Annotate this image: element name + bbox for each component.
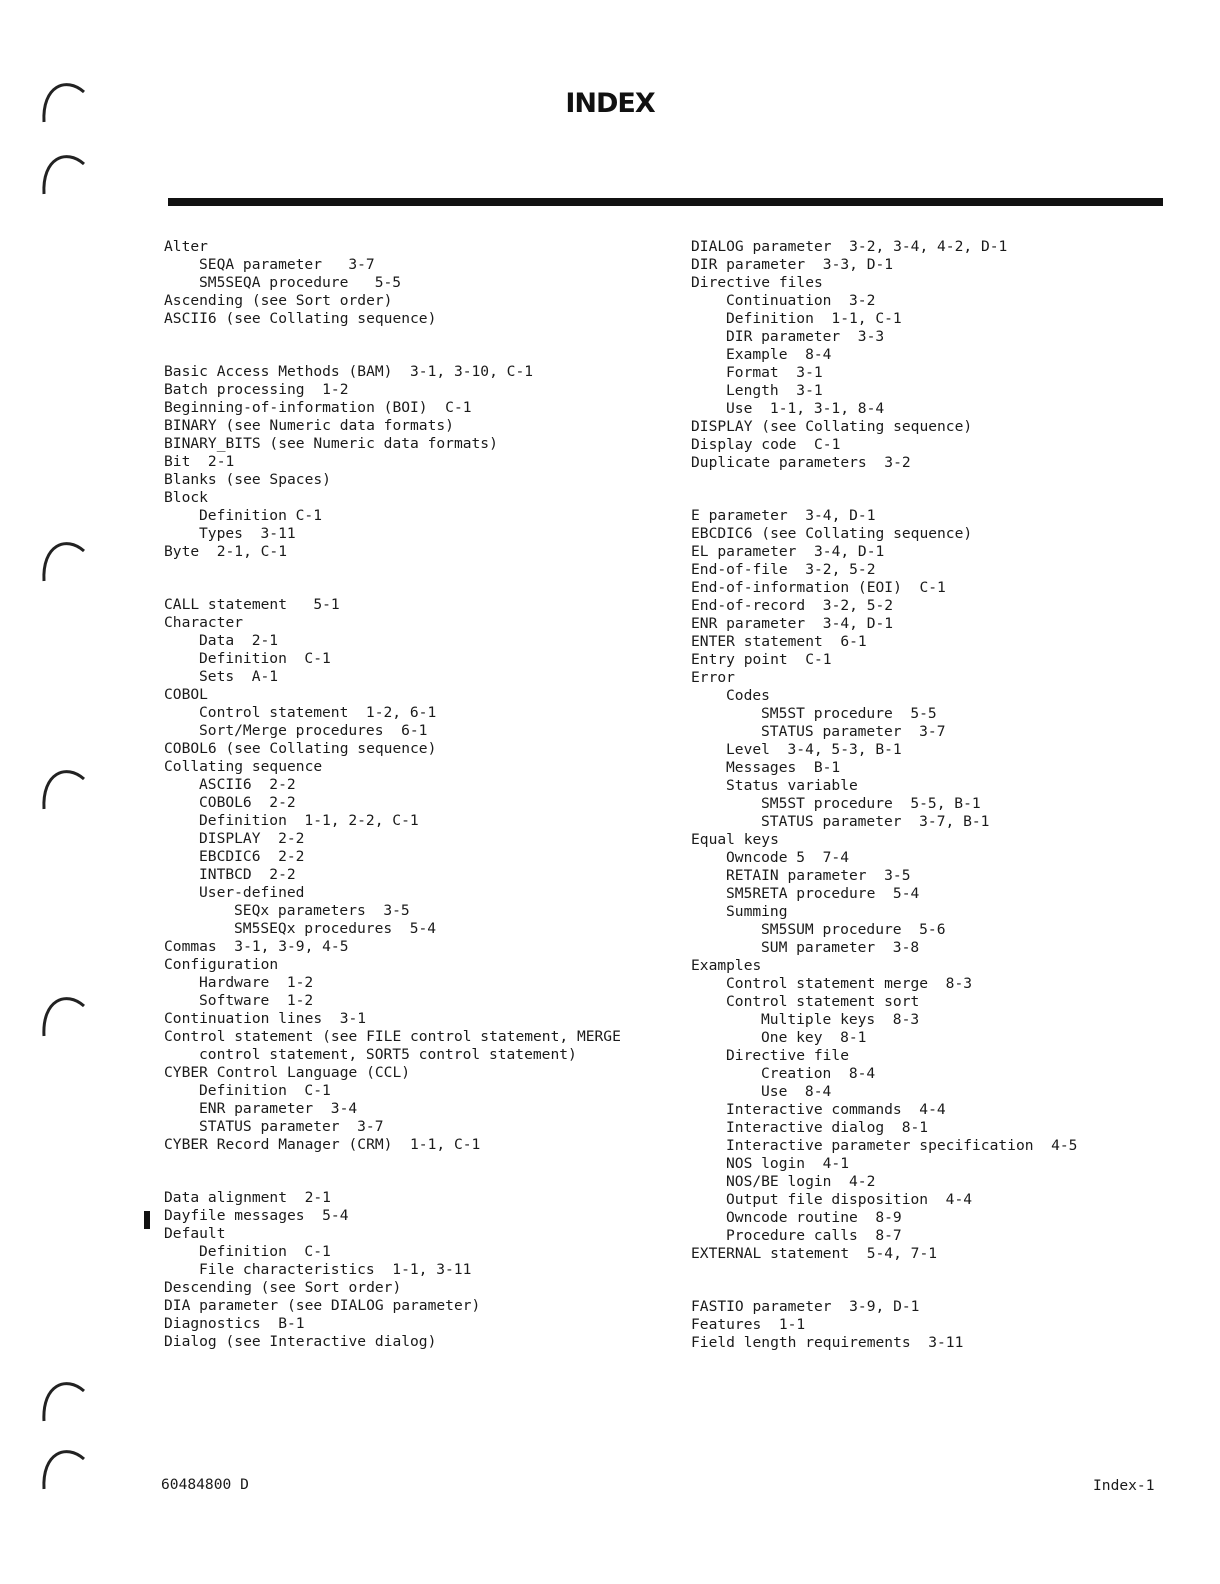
index-entry: Continuation lines 3-1 — [164, 1010, 367, 1027]
index-section-gap — [691, 472, 1161, 507]
index-subentry: User-defined — [199, 884, 305, 901]
document-number: 60484800 D — [161, 1476, 249, 1493]
index-entry: ENTER statement 6-1 — [691, 633, 867, 650]
index-column-right — [691, 238, 1161, 1352]
index-subentry: SEQA parameter 3-7 — [199, 256, 375, 273]
index-subentry: Output file disposition 4-4 — [726, 1191, 973, 1208]
binder-hole-icon — [36, 1377, 86, 1433]
index-subentry: Multiple keys 8-3 — [761, 1011, 920, 1028]
index-entry: Examples — [691, 957, 762, 974]
index-entry: BINARY (see Numeric data formats) — [164, 417, 454, 434]
index-entry: Dayfile messages 5-4 — [164, 1207, 349, 1224]
index-entry: Features 1-1 — [691, 1316, 806, 1333]
index-section-gap — [164, 328, 664, 363]
index-subentry: Use 8-4 — [761, 1083, 832, 1100]
index-entry: ENR parameter 3-4, D-1 — [691, 615, 894, 632]
index-subentry: STATUS parameter 3-7 — [761, 723, 946, 740]
index-entry: E parameter 3-4, D-1 — [691, 507, 876, 524]
index-entry: DISPLAY (see Collating sequence) — [691, 418, 973, 435]
binder-hole-icon — [36, 992, 86, 1048]
index-subentry: NOS/BE login 4-2 — [726, 1173, 876, 1190]
index-subentry: Format 3-1 — [726, 364, 823, 381]
index-subentry: Status variable — [726, 777, 858, 794]
index-subentry: Codes — [726, 687, 770, 704]
index-subentry: DISPLAY 2-2 — [199, 830, 305, 847]
binder-hole-icon — [36, 765, 86, 821]
index-subentry: Definition C-1 — [199, 1082, 331, 1099]
index-entry: Beginning-of-information (BOI) C-1 — [164, 399, 472, 416]
index-entry: DIALOG parameter 3-2, 3-4, 4-2, D-1 — [691, 238, 1008, 255]
index-entry: Blanks (see Spaces) — [164, 471, 331, 488]
index-entry: End-of-file 3-2, 5-2 — [691, 561, 876, 578]
index-entry: Error — [691, 669, 735, 686]
index-subentry: EBCDIC6 2-2 — [199, 848, 305, 865]
index-entry: ASCII6 (see Collating sequence) — [164, 310, 437, 327]
index-entry: BINARY_BITS (see Numeric data formats) — [164, 435, 498, 452]
index-subentry: STATUS parameter 3-7 — [199, 1118, 384, 1135]
index-entry: DIR parameter 3-3, D-1 — [691, 256, 894, 273]
change-bar — [144, 1211, 150, 1229]
binder-hole-icon — [36, 1445, 86, 1501]
index-subentry: Owncode 5 7-4 — [726, 849, 850, 866]
index-subentry: SM5SEQx procedures 5-4 — [234, 920, 437, 937]
index-entry: EXTERNAL statement 5-4, 7-1 — [691, 1245, 938, 1262]
index-entry: Block — [164, 489, 208, 506]
index-subentry: Level 3-4, 5-3, B-1 — [726, 741, 902, 758]
page-number: Index-1 — [1093, 1477, 1155, 1494]
index-subentry: Continuation 3-2 — [726, 292, 876, 309]
index-subentry: Procedure calls 8-7 — [726, 1227, 902, 1244]
index-entry: Alter — [164, 238, 208, 255]
index-subentry: Use 1-1, 3-1, 8-4 — [726, 400, 885, 417]
index-subentry: SM5SEQA procedure 5-5 — [199, 274, 402, 291]
index-entry: DIA parameter (see DIALOG parameter) — [164, 1297, 481, 1314]
index-subentry: File characteristics 1-1, 3-11 — [199, 1261, 472, 1278]
index-subentry: Control statement sort — [726, 993, 920, 1010]
index-entry: COBOL — [164, 686, 208, 703]
index-subentry: Length 3-1 — [726, 382, 823, 399]
index-subentry: Definition C-1 — [199, 507, 323, 524]
title-rule — [168, 198, 1163, 206]
page-title: INDEX — [565, 88, 655, 119]
index-subentry: Interactive parameter specification 4-5 — [726, 1137, 1078, 1154]
index-entry: Entry point C-1 — [691, 651, 832, 668]
index-entry: Diagnostics B-1 — [164, 1315, 305, 1332]
index-subentry: Data 2-1 — [199, 632, 279, 649]
index-entry: Data alignment 2-1 — [164, 1189, 331, 1206]
index-subentry: SM5RETA procedure 5-4 — [726, 885, 920, 902]
index-entry: COBOL6 (see Collating sequence) — [164, 740, 437, 757]
index-entry: EL parameter 3-4, D-1 — [691, 543, 885, 560]
index-subentry: Hardware 1-2 — [199, 974, 314, 991]
index-subentry: INTBCD 2-2 — [199, 866, 296, 883]
index-entry: CYBER Record Manager (CRM) 1-1, C-1 — [164, 1136, 481, 1153]
index-entry: CYBER Control Language (CCL) — [164, 1064, 411, 1081]
index-entry: Configuration — [164, 956, 279, 973]
index-subentry: Definition C-1 — [199, 650, 331, 667]
index-section-gap — [164, 561, 664, 596]
index-entry: Duplicate parameters 3-2 — [691, 454, 911, 471]
index-subentry: Owncode routine 8-9 — [726, 1209, 902, 1226]
index-subentry: ENR parameter 3-4 — [199, 1100, 358, 1117]
index-entry: CALL statement 5-1 — [164, 596, 340, 613]
index-entry: Equal keys — [691, 831, 779, 848]
index-entry: Commas 3-1, 3-9, 4-5 — [164, 938, 349, 955]
index-subentry: Sets A-1 — [199, 668, 279, 685]
index-subentry: control statement, SORT5 control statement) — [199, 1046, 577, 1063]
index-subentry: ASCII6 2-2 — [199, 776, 296, 793]
index-subentry: RETAIN parameter 3-5 — [726, 867, 911, 884]
index-subentry: Summing — [726, 903, 788, 920]
binder-hole-icon — [36, 150, 86, 206]
index-entry: FASTIO parameter 3-9, D-1 — [691, 1298, 920, 1315]
index-section-gap — [691, 1263, 1161, 1298]
index-subentry: Software 1-2 — [199, 992, 314, 1009]
index-subentry: Sort/Merge procedures 6-1 — [199, 722, 428, 739]
index-subentry: Example 8-4 — [726, 346, 832, 363]
index-subentry: SUM parameter 3-8 — [761, 939, 920, 956]
index-entry: End-of-information (EOI) C-1 — [691, 579, 946, 596]
index-entry: Descending (see Sort order) — [164, 1279, 402, 1296]
index-subentry: STATUS parameter 3-7, B-1 — [761, 813, 990, 830]
index-subentry: SEQx parameters 3-5 — [234, 902, 410, 919]
index-subentry: Messages B-1 — [726, 759, 841, 776]
index-subentry: Interactive dialog 8-1 — [726, 1119, 929, 1136]
index-column-left — [164, 238, 664, 1351]
index-entry: Character — [164, 614, 244, 631]
index-entry: Directive files — [691, 274, 823, 291]
index-entry: Basic Access Methods (BAM) 3-1, 3-10, C-1 — [164, 363, 534, 380]
index-subentry: NOS login 4-1 — [726, 1155, 850, 1172]
index-entry: Display code C-1 — [691, 436, 841, 453]
index-entry: Dialog (see Interactive dialog) — [164, 1333, 437, 1350]
index-entry: Default — [164, 1225, 226, 1242]
index-subentry: Interactive commands 4-4 — [726, 1101, 946, 1118]
index-subentry: One key 8-1 — [761, 1029, 867, 1046]
index-subentry: DIR parameter 3-3 — [726, 328, 885, 345]
index-entry: End-of-record 3-2, 5-2 — [691, 597, 894, 614]
index-entry: EBCDIC6 (see Collating sequence) — [691, 525, 973, 542]
index-subentry: Types 3-11 — [199, 525, 296, 542]
index-entry: Control statement (see FILE control statement, MERGE — [164, 1028, 621, 1045]
index-subentry: Definition 1-1, C-1 — [726, 310, 902, 327]
index-entry: Byte 2-1, C-1 — [164, 543, 288, 560]
index-subentry: Control statement merge 8-3 — [726, 975, 973, 992]
index-subentry: Creation 8-4 — [761, 1065, 876, 1082]
index-entry: Field length requirements 3-11 — [691, 1334, 964, 1351]
index-subentry: SM5ST procedure 5-5 — [761, 705, 937, 722]
index-entry: Bit 2-1 — [164, 453, 235, 470]
index-subentry: SM5SUM procedure 5-6 — [761, 921, 946, 938]
index-subentry: Definition 1-1, 2-2, C-1 — [199, 812, 419, 829]
binder-hole-icon — [36, 537, 86, 593]
index-entry: Collating sequence — [164, 758, 323, 775]
index-entry: Batch processing 1-2 — [164, 381, 349, 398]
index-section-gap — [164, 1154, 664, 1189]
index-subentry: Definition C-1 — [199, 1243, 331, 1260]
binder-hole-icon — [36, 78, 86, 134]
index-entry: Ascending (see Sort order) — [164, 292, 393, 309]
index-subentry: Control statement 1-2, 6-1 — [199, 704, 437, 721]
index-subentry: COBOL6 2-2 — [199, 794, 296, 811]
index-subentry: Directive file — [726, 1047, 850, 1064]
index-subentry: SM5ST procedure 5-5, B-1 — [761, 795, 981, 812]
